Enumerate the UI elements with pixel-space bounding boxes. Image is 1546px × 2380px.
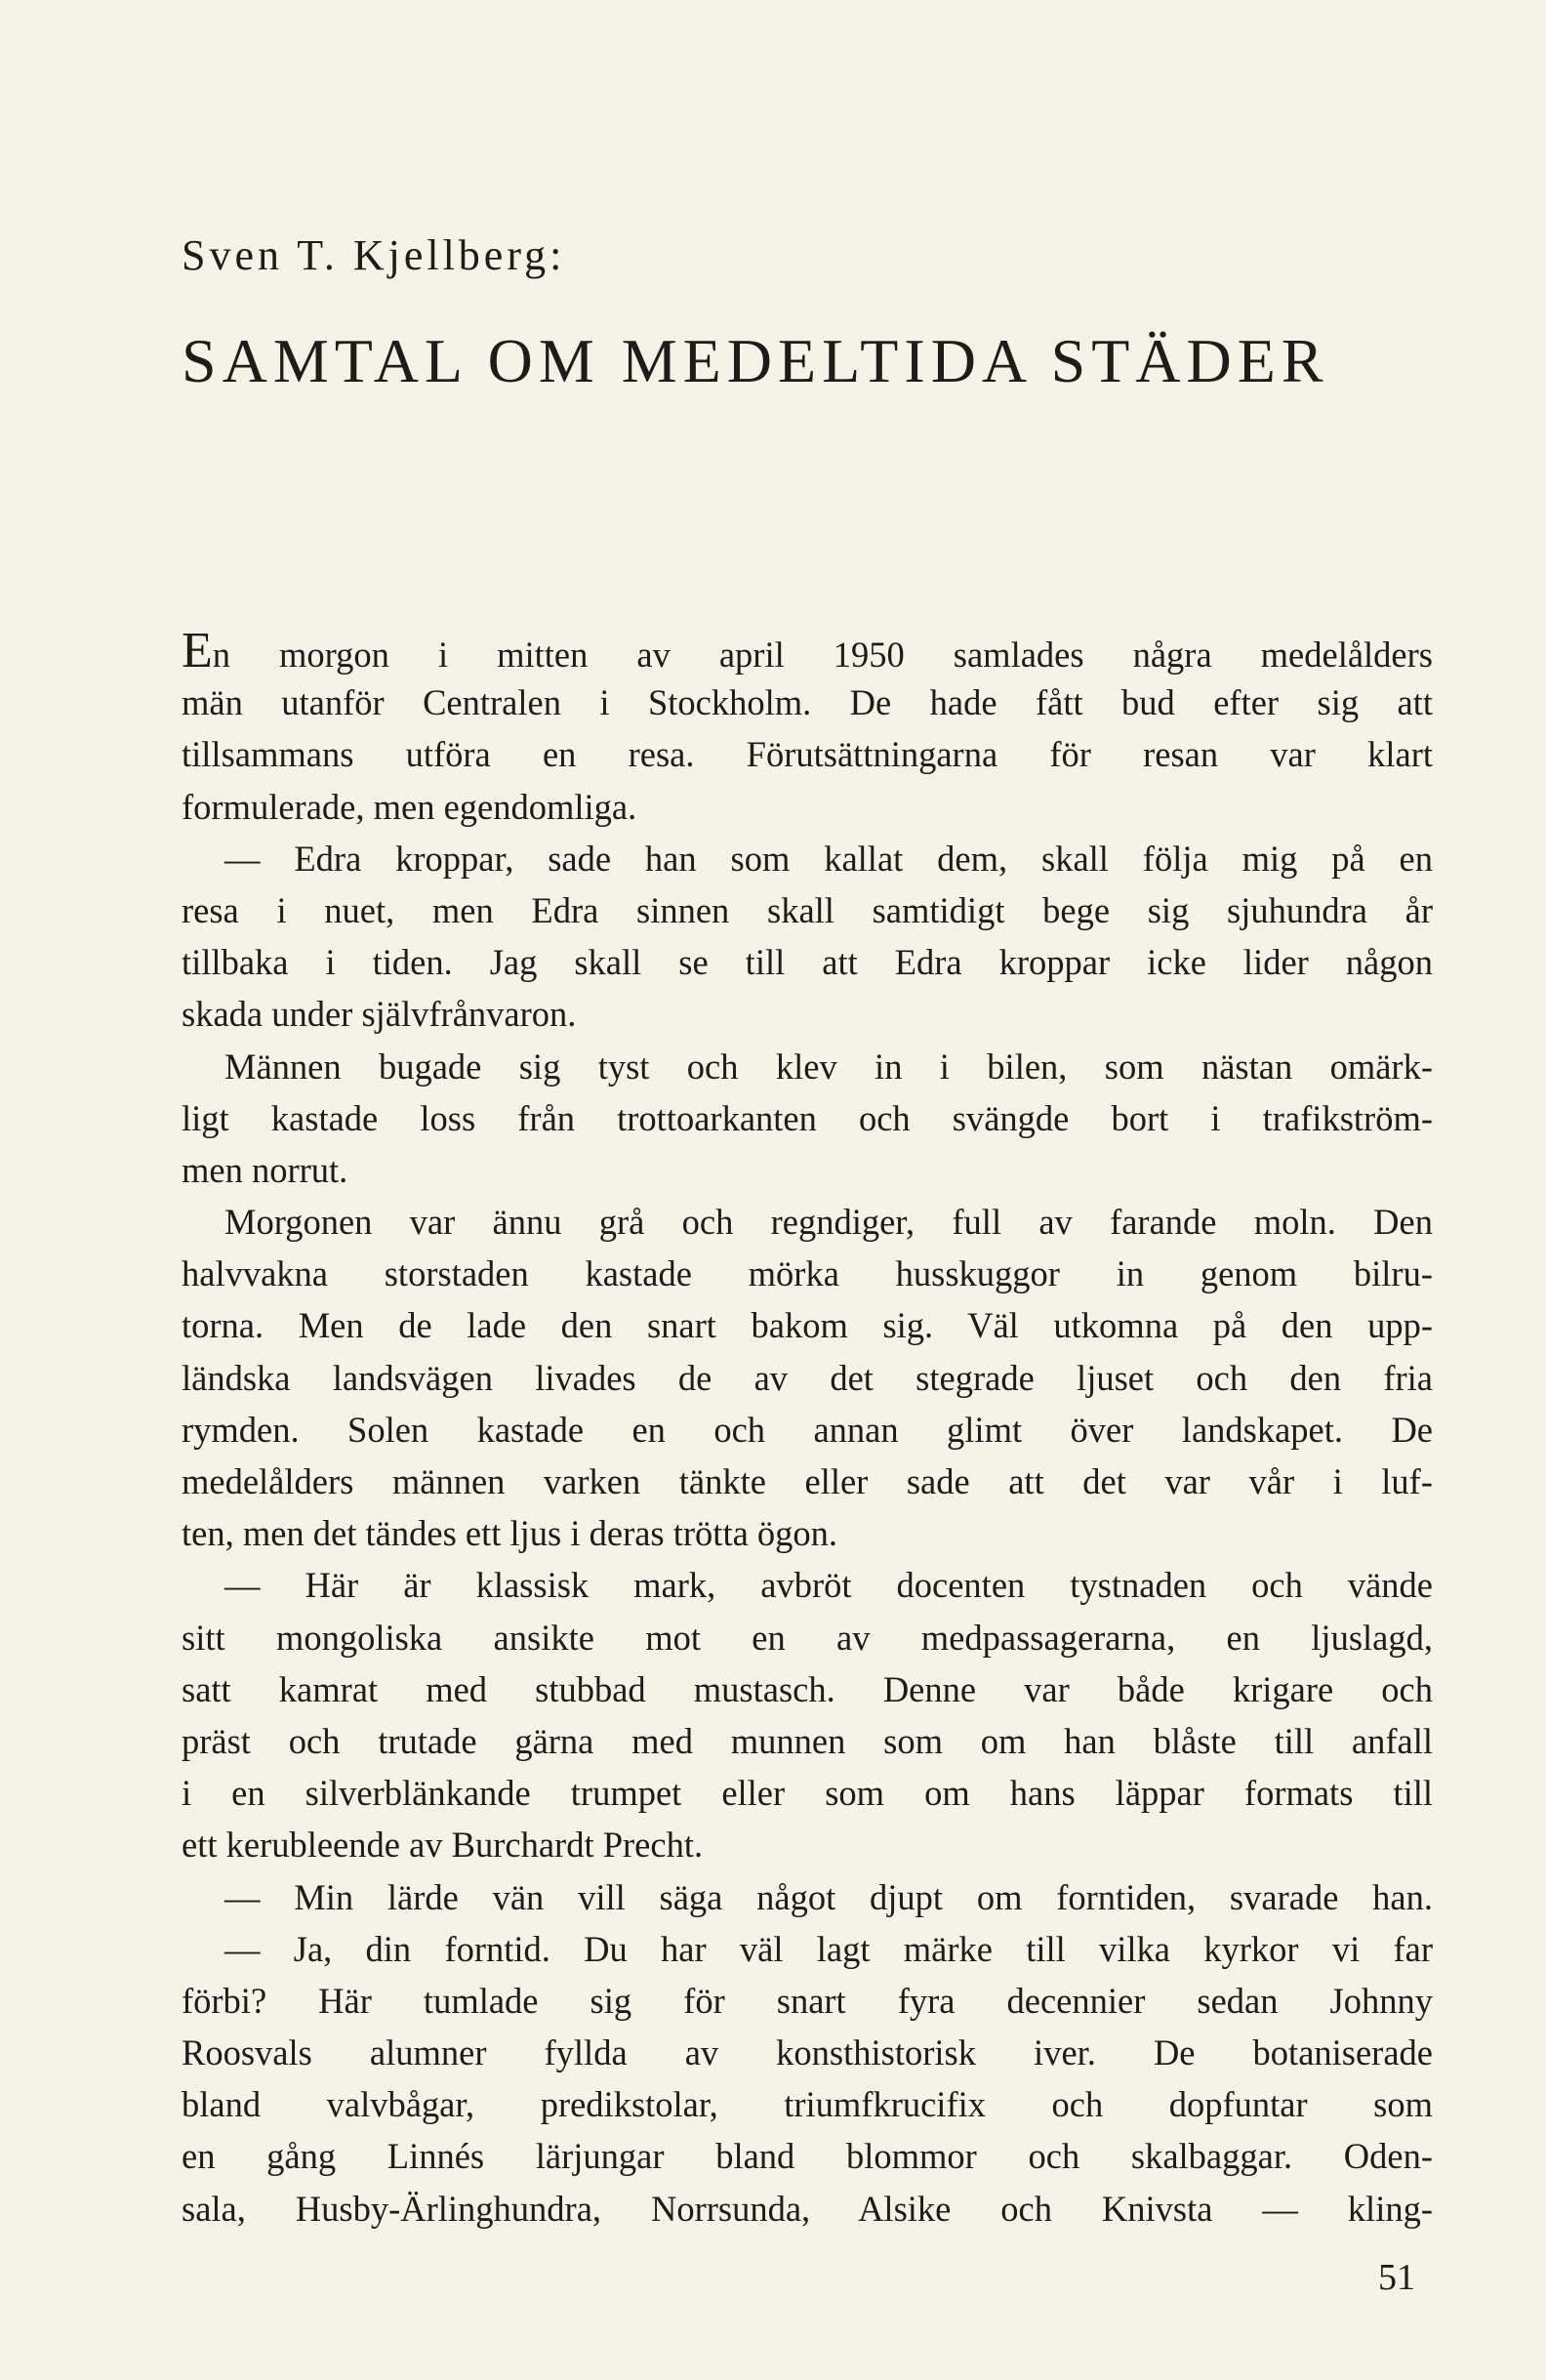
text-line xyxy=(182,1196,1433,1248)
text-line xyxy=(182,781,1433,833)
text-line xyxy=(182,1248,1433,1299)
text-line xyxy=(182,1404,1433,1456)
text-line xyxy=(182,1612,1433,1663)
text-line-content: tillsammans utföra en resa. Förutsättningarna för resan var klart xyxy=(182,734,1433,775)
text-line xyxy=(182,1871,1433,1923)
text-line xyxy=(182,833,1433,884)
text-line xyxy=(182,1352,1433,1404)
text-line-content: — Här är klassisk mark, avbröt docenten tystnaden och vände xyxy=(224,1565,1433,1606)
page-number: 51 xyxy=(1378,2257,1415,2298)
text-line-content: skada under självfrånvaron. xyxy=(182,994,577,1035)
text-line-content: präst och trutade gärna med munnen som om han blåste till anfall xyxy=(182,1720,1433,1761)
text-line-content: förbi? Här tumlade sig för snart fyra decennier sedan Johnny xyxy=(182,1980,1433,2021)
text-line-content: män utanför Centralen i Stockholm. De hade fått bud efter sig att xyxy=(182,682,1433,723)
text-line-content: formulerade, men egendomliga. xyxy=(182,786,637,827)
text-line-content: rymden. Solen kastade en och annan glimt över landskapet. De xyxy=(182,1409,1433,1450)
text-line xyxy=(182,988,1433,1040)
text-line xyxy=(182,1767,1433,1819)
text-line xyxy=(182,1923,1433,1975)
text-line-content: Roosvals alumner fyllda av konsthistorisk iver. De botaniserade xyxy=(182,2032,1433,2073)
text-line-content: ett kerubleende av Burchardt Precht. xyxy=(182,1825,704,1866)
text-line xyxy=(182,2183,1433,2235)
text-line-content: n morgon i mitten av april 1950 samlades några medelålders xyxy=(212,635,1433,675)
text-line-content: resa i nuet, men Edra sinnen skall samtidigt bege sig sjuhundra år xyxy=(182,889,1433,930)
text-line xyxy=(182,1456,1433,1507)
text-line-content: ten, men det tändes ett ljus i deras trötta ögon. xyxy=(182,1513,838,1554)
text-line xyxy=(182,728,1433,780)
author-name: Sven T. Kjellberg: xyxy=(182,231,566,279)
text-line-content: sitt mongoliska ansikte mot en av medpassagerarna, en ljuslagd, xyxy=(182,1617,1433,1658)
text-line xyxy=(182,625,1433,677)
text-line-content: medelålders männen varken tänkte eller sade att det var vår i luf- xyxy=(182,1461,1433,1501)
text-line-content: en gång Linnés lärjungar bland blommor och skalbaggar. Oden- xyxy=(182,2136,1433,2177)
text-line-content: sala, Husby-Ärlinghundra, Norrsunda, Alsike och Knivsta — kling- xyxy=(182,2188,1433,2229)
text-line xyxy=(182,1092,1433,1144)
text-line xyxy=(182,1299,1433,1351)
body-text xyxy=(182,625,1433,2235)
text-line xyxy=(182,2027,1433,2078)
text-line xyxy=(182,1144,1433,1196)
text-line-content: torna. Men de lade den snart bakom sig. Väl utkomna på den upp- xyxy=(182,1305,1433,1346)
text-line xyxy=(182,677,1433,728)
text-line-content: Morgonen var ännu grå och regndiger, full av farande moln. Den xyxy=(224,1202,1433,1243)
text-line-content: tillbaka i tiden. Jag skall se till att Edra kroppar icke lider någon xyxy=(182,942,1433,983)
text-line-content: bland valvbågar, predikstolar, triumfkrucifix och dopfuntar som xyxy=(182,2084,1433,2125)
text-line-content: — Ja, din forntid. Du har väl lagt märke till vilka kyrkor vi far xyxy=(224,1928,1433,1969)
text-line xyxy=(182,1663,1433,1715)
text-line xyxy=(182,2130,1433,2182)
text-line-content: halvvakna storstaden kastade mörka husskuggor in genom bilru- xyxy=(182,1253,1433,1294)
text-line xyxy=(182,936,1433,988)
text-line-content: men norrut. xyxy=(182,1149,348,1190)
text-line-content: — Min lärde vän vill säga något djupt om forntiden, svarade han. xyxy=(224,1876,1433,1917)
text-line-content: i en silverblänkande trumpet eller som om hans läppar formats till xyxy=(182,1773,1433,1814)
text-line xyxy=(182,1041,1433,1092)
text-line xyxy=(182,1559,1433,1611)
text-line xyxy=(182,1975,1433,2027)
text-line xyxy=(182,1507,1433,1559)
text-line xyxy=(182,1819,1433,1870)
text-line xyxy=(182,884,1433,936)
text-line-content: ligt kastade loss från trottoarkanten och svängde bort i trafikström- xyxy=(182,1097,1433,1138)
text-line-content: Männen bugade sig tyst och klev in i bilen, som nästan omärk- xyxy=(224,1046,1433,1087)
text-line-content: — Edra kroppar, sade han som kallat dem, skall följa mig på en xyxy=(224,838,1433,879)
dropcap-letter: E xyxy=(182,625,213,677)
text-line-content: satt kamrat med stubbad mustasch. Denne var både krigare och xyxy=(182,1668,1433,1709)
text-line-content: ländska landsvägen livades de av det stegrade ljuset och den fria xyxy=(182,1357,1433,1398)
chapter-title: SAMTAL OM MEDELTIDA STÄDER xyxy=(182,326,1329,395)
text-line xyxy=(182,2078,1433,2130)
text-line xyxy=(182,1715,1433,1767)
